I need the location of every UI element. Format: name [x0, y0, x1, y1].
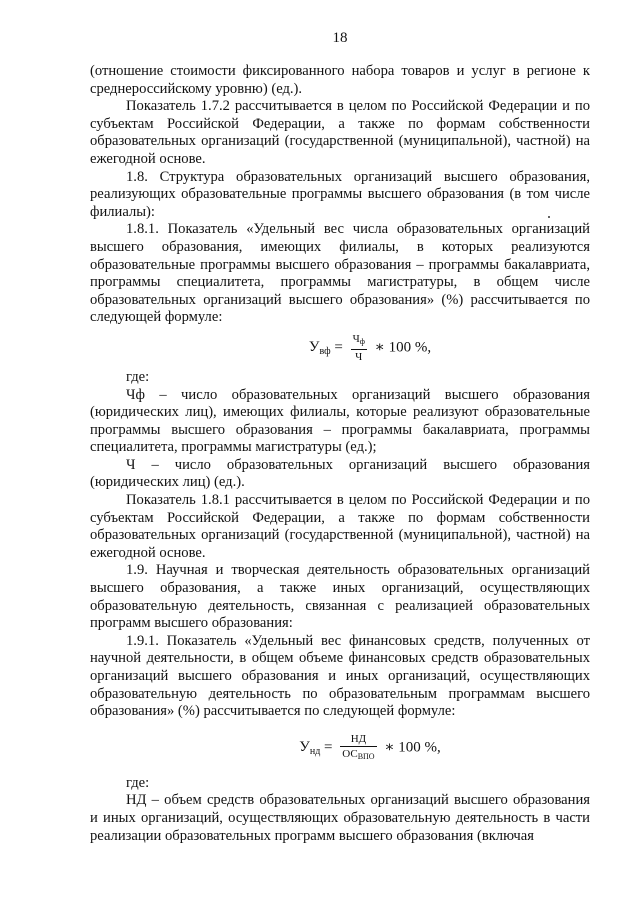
fraction-denominator	[340, 747, 376, 763]
paragraph-continuation: (отношение стоимости фиксированного набора товаров и услуг в регионе к среднероссийскому уровню) (ед.).	[90, 63, 590, 97]
formula-symbol: У	[299, 739, 310, 756]
formula-fraction	[351, 333, 367, 363]
formula-subscript: нд	[309, 746, 321, 758]
definition-chf: Чф – число образовательных организаций высшего образования (юридических лиц), имеющих филиалы, которые реализуют образовательные программы высшего образования – программы бакалавриата, программы специалитета, программы магистратуры (ед.);	[90, 386, 590, 456]
fraction-numerator: НД	[340, 733, 376, 747]
paragraph-indicator-1-8-1-scope: Показатель 1.8.1 рассчитывается в целом по Российской Федерации и по субъектам Российской Федерации, а также по формам собственности образовательных организаций (государственной (муниципальной), частной) на ежегодной основе.	[90, 492, 590, 561]
definition-nd: НД – объем средств образовательных организаций высшего образования и иных организаций, осуществляющих образовательную деятельность в части реализации образовательных программ высшего образования (включая	[90, 792, 590, 844]
formula-lhs	[308, 339, 331, 358]
page-number: 18	[332, 30, 348, 46]
where-label: где:	[126, 368, 150, 385]
formula-u-vf	[90, 333, 590, 363]
document-page	[90, 30, 590, 845]
section-heading-1-9: 1.9. Научная и творческая деятельность образовательных организаций высшего образования, а также иных организаций, осуществляющих образовательную деятельность, связанная с реализацией образовательных программ высшего образования:	[90, 562, 590, 632]
fraction-denominator: Ч	[355, 350, 363, 363]
formula-subscript: вф	[319, 346, 331, 358]
formula-multiplier: ∗ 100 %,	[384, 739, 441, 756]
formula-lhs	[299, 739, 321, 758]
definition-ch: Ч – число образовательных организаций высшего образования (юридических лиц) (ед.).	[90, 456, 590, 491]
denominator-symbol: ОС	[342, 747, 358, 760]
paragraph-indicator-1-8-1: 1.8.1. Показатель «Удельный вес числа образовательных организаций высшего образования, имеющих филиалы, в которых реализуются образовательные программы высшего образования – программы бакалавриата, программы специалитета, программы магистратуры, в общем числе образовательных организаций высшего образования» (%) рассчитывается по следующей формуле:	[90, 221, 590, 326]
scan-speck	[548, 216, 550, 218]
formula-equals: =	[324, 739, 333, 756]
denominator-subscript: ВПО	[357, 751, 375, 761]
numerator-symbol: Ч	[352, 332, 360, 345]
paragraph-indicator-1-9-1: 1.9.1. Показатель «Удельный вес финансовых средств, полученных от научной деятельности, в общем объеме финансовых средств образовательных организаций высшего образования и иных организаций, осуществляющих образовательную деятельность по образовательным программам высшего образования» (%) рассчитывается по следующей формуле:	[90, 632, 590, 720]
formula-u-nd	[90, 733, 590, 763]
formula-symbol: У	[308, 339, 320, 356]
formula-equals: =	[334, 339, 343, 356]
numerator-subscript: ф	[359, 336, 365, 346]
paragraph-indicator-1-7-2-scope: Показатель 1.7.2 рассчитывается в целом по Российской Федерации и по субъектам Российской Федерации, а также по формам собственности образовательных организаций (государственной (муниципальной), частной) на ежегодной основе.	[90, 98, 590, 167]
formula-fraction	[340, 733, 376, 763]
formula-multiplier: ∗ 100 %,	[374, 339, 432, 356]
section-heading-1-8: 1.8. Структура образовательных организаций высшего образования, реализующих образовательные программы высшего образования (в том числе филиалы):	[90, 168, 590, 220]
fraction-numerator	[351, 333, 367, 350]
where-label: где:	[126, 774, 150, 791]
